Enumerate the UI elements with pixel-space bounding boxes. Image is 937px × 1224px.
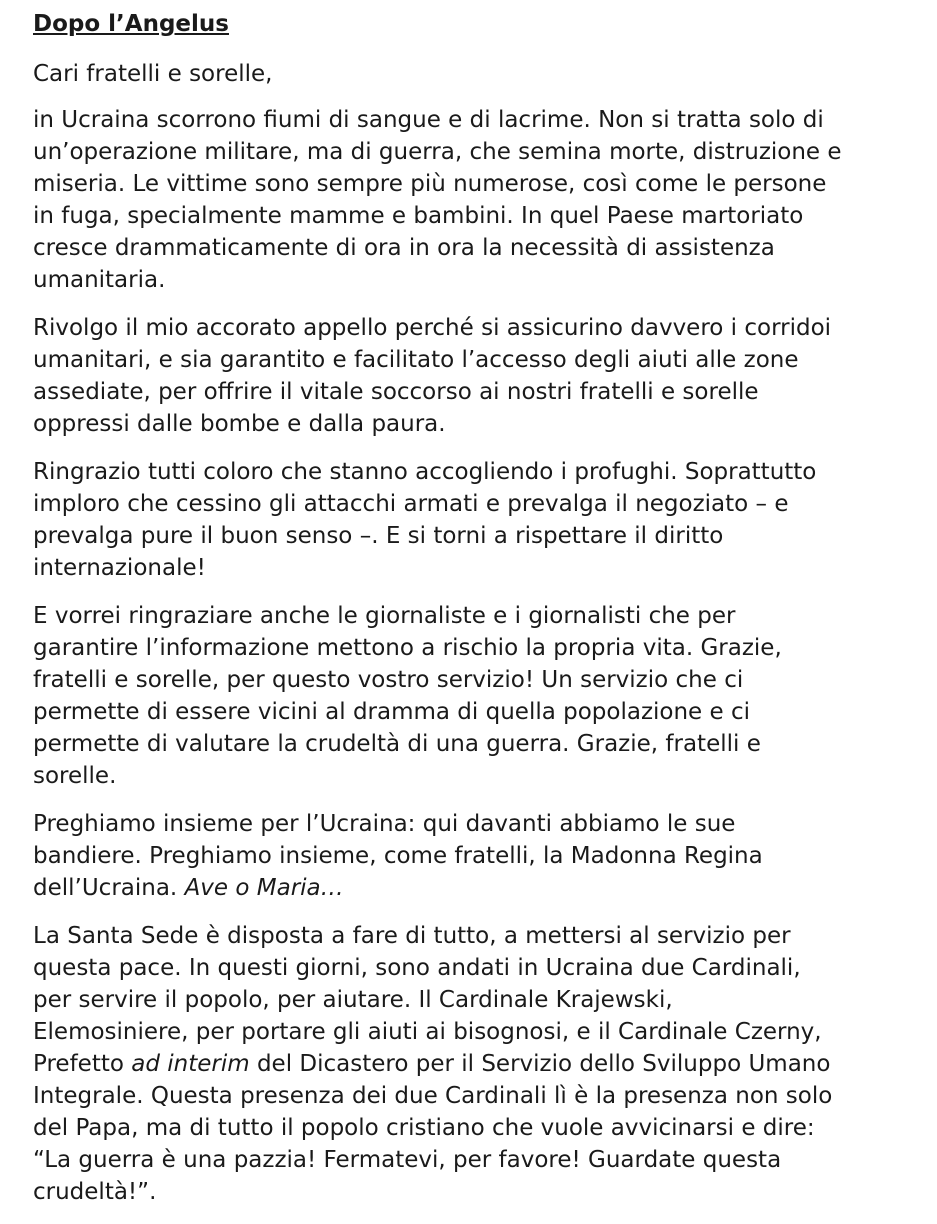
text-line: questa pace. In questi giorni, sono andati in Ucraina due Cardinali, — [33, 955, 801, 981]
text-line: “La guerra è una pazzia! Fermatevi, per favore! Guardate questa — [33, 1147, 782, 1173]
text-line: fratelli e sorelle, per questo vostro servizio! Un servizio che ci — [33, 667, 744, 693]
paragraph-3 — [33, 456, 923, 584]
text-line: prevalga pure il buon senso –. E si torni a rispettare il diritto — [33, 523, 724, 549]
text-line — [33, 1048, 923, 1080]
text-line: Preghiamo insieme per l’Ucraina: qui davanti abbiamo le sue — [33, 811, 736, 837]
paragraph-6 — [33, 920, 923, 1208]
text-line: del Papa, ma di tutto il popolo cristiano che vuole avvicinarsi e dire: — [33, 1115, 815, 1141]
text-line: cresce drammaticamente di ora in ora la necessità di assistenza — [33, 235, 775, 261]
text-line — [33, 872, 923, 904]
text-line: garantire l’informazione mettono a rischio la propria vita. Grazie, — [33, 635, 782, 661]
document-title: Dopo l’Angelus — [33, 11, 229, 37]
text-line: umanitari, e sia garantito e facilitato l’accesso degli aiuti alle zone — [33, 347, 799, 373]
text-line: internazionale! — [33, 555, 206, 581]
text-line: per servire il popolo, per aiutare. Il Cardinale Krajewski, — [33, 987, 673, 1013]
text-segment: Prefetto — [33, 1051, 132, 1077]
italic-text: ad interim — [131, 1051, 250, 1077]
text-line: Rivolgo il mio accorato appello perché si assicurino davvero i corridoi — [33, 315, 832, 341]
text-line: in Ucraina scorrono fiumi di sangue e di lacrime. Non si tratta solo di — [33, 107, 824, 133]
text-line: in fuga, specialmente mamme e bambini. In quel Paese martoriato — [33, 203, 804, 229]
italic-text: Ave o Maria… — [184, 875, 344, 901]
text-line: bandiere. Preghiamo insieme, come fratelli, la Madonna Regina — [33, 843, 763, 869]
text-line: La Santa Sede è disposta a fare di tutto, a mettersi al servizio per — [33, 923, 791, 949]
text-line: Elemosiniere, per portare gli aiuti ai bisognosi, e il Cardinale Czerny, — [33, 1019, 822, 1045]
text-line: imploro che cessino gli attacchi armati e prevalga il negoziato – e — [33, 491, 789, 517]
text-line: permette di essere vicini al dramma di quella popolazione e ci — [33, 699, 751, 725]
text-line: assediate, per offrire il vitale soccorso ai nostri fratelli e sorelle — [33, 379, 759, 405]
text-line: Integrale. Questa presenza dei due Cardinali lì è la presenza non solo — [33, 1083, 833, 1109]
paragraph-2 — [33, 312, 923, 440]
text-line: Ringrazio tutti coloro che stanno accogliendo i profughi. Soprattutto — [33, 459, 817, 485]
text-line: sorelle. — [33, 763, 117, 789]
paragraph-5 — [33, 808, 923, 904]
paragraph-4 — [33, 600, 923, 792]
text-line: E vorrei ringraziare anche le giornaliste e i giornalisti che per — [33, 603, 736, 629]
paragraph-1 — [33, 104, 923, 296]
text-line: crudeltà!”. — [33, 1179, 157, 1205]
text-line: un’operazione militare, ma di guerra, che semina morte, distruzione e — [33, 139, 842, 165]
text-line: umanitaria. — [33, 267, 166, 293]
greeting: Cari fratelli e sorelle, — [33, 61, 273, 87]
text-segment: dell’Ucraina. — [33, 875, 185, 901]
text-line: permette di valutare la crudeltà di una guerra. Grazie, fratelli e — [33, 731, 761, 757]
text-line: miseria. Le vittime sono sempre più numerose, così come le persone — [33, 171, 827, 197]
document — [33, 8, 923, 1224]
text-segment: del Dicastero per il Servizio dello Sviluppo Umano — [249, 1051, 831, 1077]
text-line: oppressi dalle bombe e dalla paura. — [33, 411, 446, 437]
